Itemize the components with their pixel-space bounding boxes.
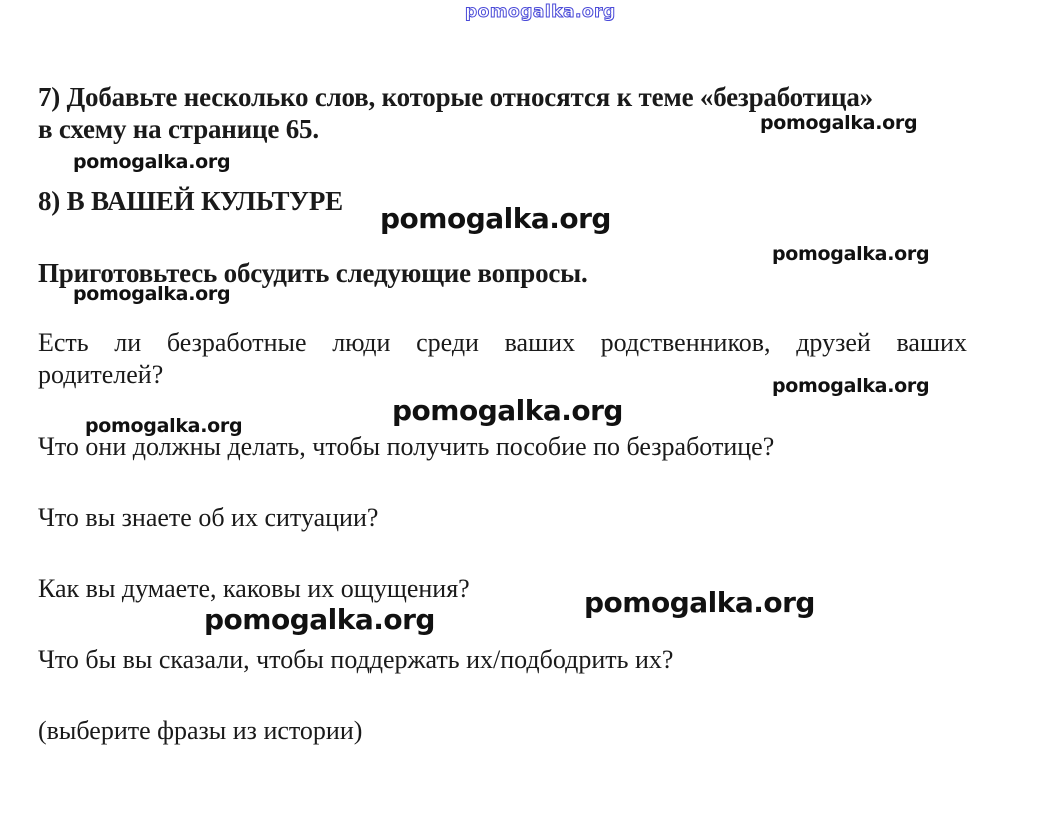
watermark: pomogalka.org [204, 603, 435, 636]
watermark: pomogalka.org [380, 202, 611, 235]
q1-word: люди [332, 328, 391, 357]
watermark-top: pomogalka.org [465, 2, 616, 22]
watermark: pomogalka.org [772, 243, 930, 265]
watermark: pomogalka.org [73, 151, 231, 173]
task8-instruction: Приготовьтесь обсудить следующие вопросы. [38, 258, 588, 288]
watermark: pomogalka.org [85, 415, 243, 437]
task8-heading: 8) В ВАШЕЙ КУЛЬТУРЕ [38, 186, 343, 216]
task7-line1: 7) Добавьте несколько слов, которые относятся к теме «безработица» [38, 82, 873, 112]
q1-word: среди [416, 328, 479, 357]
watermark: pomogalka.org [73, 283, 231, 305]
q1-word: ли [114, 328, 142, 357]
question1-line2: родителей? [38, 360, 164, 389]
q1-word: Есть [38, 328, 89, 357]
q1-word: друзей [796, 328, 871, 357]
question1-line1 [38, 328, 967, 358]
q1-word: родственников, [600, 328, 771, 357]
question2: Что они должны делать, чтобы получить пособие по безработице? [38, 432, 775, 461]
task7-line2: в схему на странице 65. [38, 114, 319, 144]
watermark: pomogalka.org [392, 394, 623, 427]
question5: Что бы вы сказали, чтобы поддержать их/подбодрить их? [38, 645, 674, 674]
q1-word: безработные [166, 328, 307, 357]
watermark: pomogalka.org [772, 375, 930, 397]
watermark: pomogalka.org [760, 112, 918, 134]
question6: (выберите фразы из истории) [38, 716, 363, 745]
q1-word: ваших [896, 328, 967, 357]
question3: Что вы знаете об их ситуации? [38, 503, 379, 532]
watermark: pomogalka.org [584, 586, 815, 619]
question4: Как вы думаете, каковы их ощущения? [38, 574, 470, 603]
q1-word: ваших [504, 328, 576, 357]
